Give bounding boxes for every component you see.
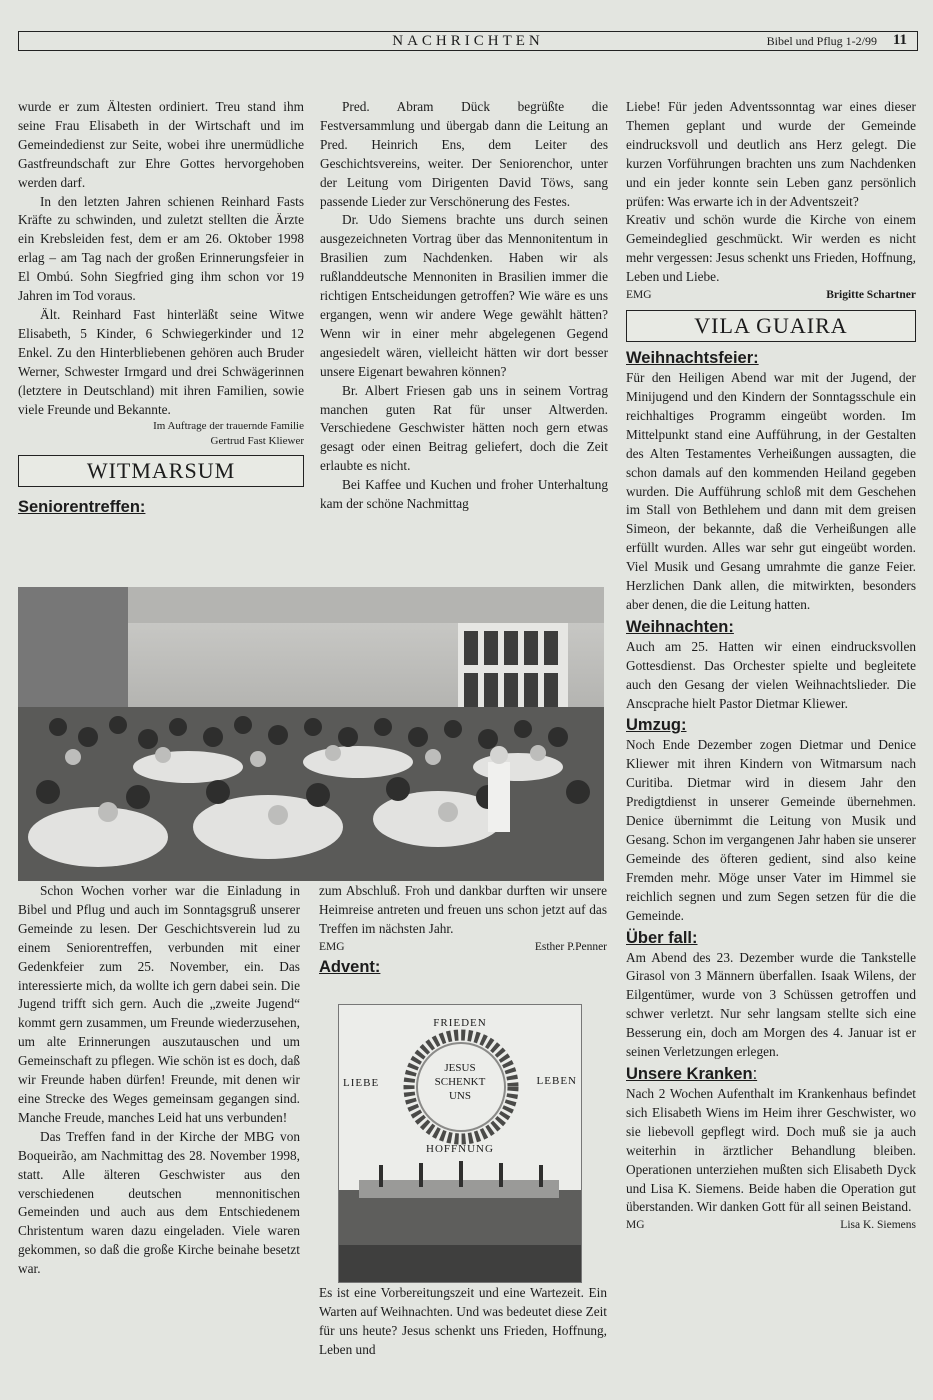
credit-line: Im Auftrage der trauernde Familie [153, 420, 304, 433]
credit-name: Gertrud Fast Kliewer [210, 435, 304, 448]
paragraph: Es ist eine Vorbereitungszeit und eine Wartezeit. Ein Warten auf Weihnachten. Und was bedeutet diese Zeit für uns heute? Jesus schenkt uns Frieden, Hoffnung, Leben und [319, 1285, 607, 1357]
banner-word-top: FRIEDEN [433, 1017, 487, 1029]
ueberfall-subheading: Über fall: [626, 928, 698, 947]
paragraph: Auch am 25. Hatten wir einen eindrucksvollen Gottesdienst. Das Orchester spielte und begleitete auch den Gesang der vielen Weihnachtslieder. Die Anscprache hielt Pastor Dietmar Kliewer. [626, 638, 916, 711]
witmarsum-heading: WITMARSUM [18, 455, 304, 487]
banner-word-bottom: HOFFNUNG [426, 1143, 494, 1155]
banner-center-line: JESUS [444, 1062, 476, 1074]
banner-center-line: UNS [448, 1090, 471, 1102]
section-title: NACHRICHTEN [392, 32, 544, 49]
paragraph: Nach 2 Wochen Aufenthalt im Krankenhaus befindet sich Elisabeth Wiens im Heim ihrer Geschwister, wo sie liebevoll gepflegt wird. Doch muß sie ja auch weiterhin in ärztlicher Behandlung bleiben. Operationen unterziehen mußten sich Elisabeth Dyck und Lisa K. Siemens. Beide haben die Operation gut überstanden. Wir danken Gott für all seinen Beistand. [626, 1085, 916, 1215]
weihnachten-subheading: Weihnachten: [626, 617, 734, 636]
paragraph: Br. Albert Friesen gab uns in seinem Vortrag manchen guten Rat für unser Altwerden. Verschiedene Geschwister hätten noch gern etwas gesagt oder einen Beitrag geliefert, doch die Zeit erlaubte es nicht. [320, 382, 608, 474]
signature-name: Lisa K. Siemens [840, 1219, 916, 1232]
kranken-title: Unsere Kranken [626, 1064, 753, 1083]
paragraph: Schon Wochen vorher war die Einladung in Bibel und Pflug und auch im Sonntagsgruß unserer Gemeinde zu lesen. Der Geschichtsverein lud zu einem Seniorentreffen, verbunden mit einer Gedenkfeier zum 25. November, ein. Das interessierte mich, da wollte ich gern dabei sein. Die Jugend trifft sich gern. Auch die „zweite Jugend“ kommt gern zusammen, um Freunde wiederzusehen, um alte Erinnerungen auszutauschen und um Gemeinschaft zu pflegen. Wie schön ist es doch, daß wir Freunde haben dürfen! Freunde, mit denen wir eine Strecke des Weges gemeinsam gegangen sind. Manche Freude, manches Leid hat uns verbunden! [18, 883, 300, 1125]
column-1-top [18, 98, 304, 518]
vila-guaira-heading: VILA GUAIRA [626, 310, 916, 342]
column-2-bottom [319, 882, 607, 978]
seniorentreffen-photo [18, 587, 604, 881]
paragraph: In den letzten Jahren schienen Reinhard Fasts Kräfte zu schwinden, und zuletzt stellten die Ärzte ein Krebsleiden fest, dem er am 26. Oktober 1998 erlag – am Tag nach der großen Erinnerungsfeier in El Ombú. Sohn Siegfried ging ihm schon vor 19 Jahren im Tod voraus. [18, 193, 304, 304]
signature-line [626, 1217, 916, 1233]
page-number: 11 [892, 32, 907, 48]
photo-crowd-graphic [18, 587, 604, 881]
paragraph: Liebe! Für jeden Adventssonntag war eines dieser Themen geplant und wurde der Gemeinde eindrucksvoll und deutlich ans Herz gelegt. Die kurzen Vorführungen brachten uns zum Nachdenken und ein jeder konnte sein Leben ganz persönlich prüfen: Was erwarte ich in der Adventszeit? [626, 99, 916, 209]
column-2-top [320, 98, 608, 514]
paragraph: Am Abend des 23. Dezember wurde die Tankstelle Girasol von 3 Männern überfallen. Isaak Wilens, der Eilgentümer, wurde von 3 Schüssen getroffen und schwer verletzt. Nur sehr langsam stellte sich eine Besserung ein, doch am Morgen des 4. Januar ist er seinen Verletzungen erlegen. [626, 949, 916, 1060]
advent-banner-photo [338, 1004, 582, 1283]
umzug-subheading: Umzug: [626, 716, 687, 735]
signature-org: MG [626, 1219, 645, 1232]
signature-org: EMG [626, 289, 652, 302]
paragraph: Pred. Abram Dück begrüßte die Festversammlung und übergab dann die Leitung an Pred. Heinrich Ens, dem Leiter des Geschichtsvereins, weiter. Der Seniorenchor, unter der Leitung vom Dirigenten David Töws, sang passende Lieder zur Verschönerung des Festes. [320, 99, 608, 209]
advent-subheading: Advent: [319, 957, 381, 976]
signature-line [319, 939, 607, 955]
page-header [18, 31, 918, 51]
signature-org: EMG [319, 940, 345, 953]
column-1-bottom [18, 882, 300, 1279]
paragraph: Dr. Udo Siemens brachte uns durch seinen ausgezeichneten Vortrag über das Mennonitentum in Brasilien zum Nachdenken. Haben wir als rußlanddeutsche Mennoniten in Brasilien immer die richtigen Entscheidungen getroffen? Wie wäre es uns ergangen, wenn wir andere Wege gewählt hätten? Wenn wir in einer mehr abgelegenen Gegend angesiedelt wären, vielleicht hätten wir dort besser unsere Eigenart bewahren können? [320, 212, 608, 379]
column-3 [626, 98, 916, 1233]
signature-name: Esther P.Penner [534, 940, 607, 953]
signature-name: Brigitte Schartner [826, 289, 916, 302]
paragraph: Bei Kaffee und Kuchen und froher Unterhaltung kam der schöne Nachmittag [320, 477, 608, 512]
banner-word-right: LEBEN [536, 1075, 577, 1087]
kranken-colon: : [752, 1064, 758, 1083]
advent-text [319, 1284, 607, 1360]
paragraph: Noch Ende Dezember zogen Dietmar und Denice Kliewer mit ihren Kindern von Witmarsum nach Curitiba. Dietmar wird in diesem Jahr den Predigtdienst in unserer Gemeinde übernehmen. Denice übernimmt die Leitung von Musik und Gesang. Schon im vergangenen Jahr haben sie unserer Gemeinde des öfteren gedient, sind also keine Fremden mehr. Möge unser Vater im Himmel sie reichlich segnen und zum Segen setzen für die die Gemeinde. [626, 737, 916, 923]
paragraph: Für den Heiligen Abend war mit der Jugend, der Minijugend und den Kindern der Sonntagsschule ein reichhaltiges Programm eingeübt worden. Im Mittelpunkt stand eine Aufführung, in der Gestalten des Alten Testamentes Verheißungen aussagten, die schon damals auf den kommenden Heiland gegeben wurden. Die Aufführung schloß mit dem Geschehen im Stall von Bethlehem und dann mit dem greisen Simeon, der bekannte, daß die Verheißungen alle erfüllt wurden. Alles war sehr gut eingeübt worden. Viel Musik und Gesang umrahmte die ganze Feier. Herzlichen Dank allen, die mitwirkten, besonders aber denen, die die Leitung hatten. [626, 370, 916, 612]
banner-center-text [339, 1061, 581, 1103]
paragraph: Ält. Reinhard Fast hinterläßt seine Witwe Elisabeth, 5 Kinder, 6 Schwiegerkinder und 12 Enkel. Zu den Hinterbliebenen gehören auch Bruder Werner, Schwester Irmgard und drei Schwägerinnen (letztere in Deutschland) mit ihren Familien, sowie viele Freunde und Bekannte. [18, 306, 304, 417]
signature-line [626, 287, 916, 303]
paragraph: wurde er zum Ältesten ordiniert. Treu stand ihm seine Frau Elisabeth in der Wirtschaft und im Gemeindedienst zur Seite, wobei ihre unermüdliche Gastfreundschaft zur Ehre Gottes hervorgehoben werden darf. [18, 99, 304, 190]
paragraph: zum Abschluß. Froh und dankbar durften wir unsere Heimreise antreten und freuen uns schon jetzt auf das Treffen im nächsten Jahr. [319, 883, 607, 936]
banner-center-line: SCHENKT [434, 1076, 486, 1088]
paragraph: Das Treffen fand in der Kirche der MBG von Boqueirão, am Nachmittag des 28. November 1998, statt. Alle älteren Geschwister aus den verschiedenen deutschen mennonitischen Gemeinden und auch aus dem Entschiedenem Christentum waren dazu eingeladen. Viele waren gekommen, so daß die große Kirche beinahe besetzt war. [18, 1128, 300, 1277]
kranken-subheading [626, 1064, 916, 1085]
seniorentreffen-subheading: Seniorentreffen: [18, 498, 146, 517]
banner-word-left: LIEBE [343, 1077, 380, 1089]
issue-label: Bibel und Pflug 1-2/99 [766, 34, 877, 48]
paragraph: Kreativ und schön wurde die Kirche von einem Gemeindeglied geschmückt. Wir werden es nicht mehr vergessen: Jesus schenkt uns Frieden, Hoffnung, Leben und Liebe. [626, 212, 916, 285]
weihnachtsfeier-subheading: Weihnachtsfeier: [626, 349, 759, 368]
